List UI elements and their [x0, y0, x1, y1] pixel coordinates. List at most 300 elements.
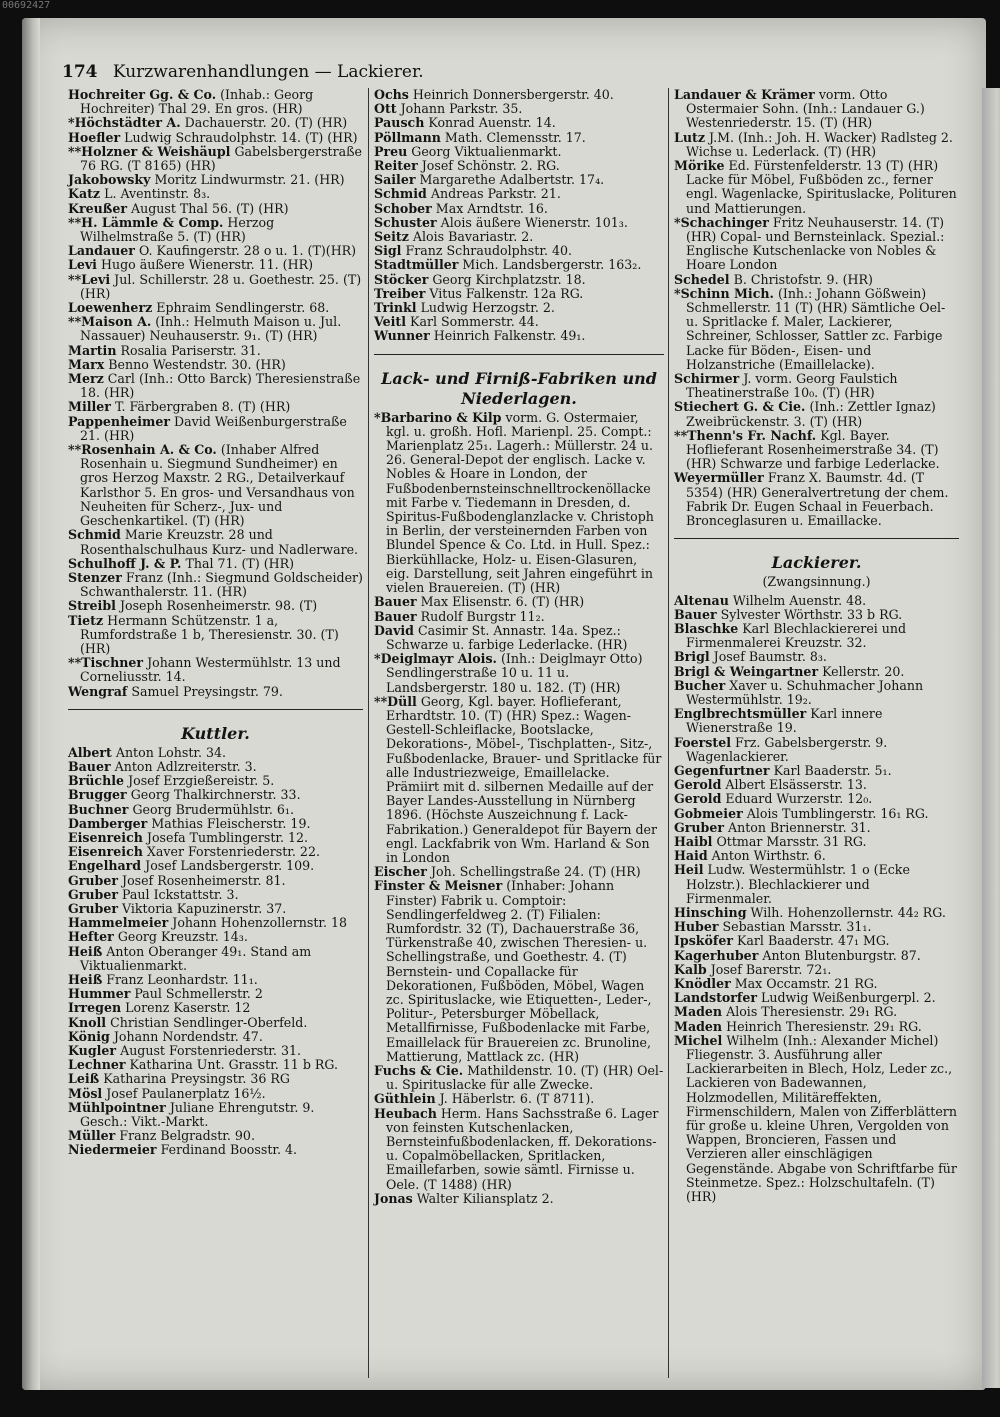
section-rule	[674, 538, 959, 539]
lack-fabriken-entries	[374, 411, 664, 1206]
entry-details: Franz (Inh.: Siegmund Goldscheider) Schwanthalerstr. 11. (HR)	[80, 569, 363, 600]
entry-details: Wilhelm Auenstr. 48.	[732, 592, 867, 608]
directory-entry	[68, 372, 363, 400]
entry-details: J. vorm. Georg Faulstich Theatinerstraße 10₀. (T) (HR)	[686, 371, 898, 401]
directory-entry	[374, 258, 664, 272]
directory-entry	[374, 624, 664, 652]
entry-details: Mich. Landsbergerstr. 163₂.	[462, 257, 642, 273]
entry-details: Georg, Kgl. bayer. Hoflieferant, Erhardtstr. 10. (T) (HR) Spez.: Wagen-Gestell-Schleiflacke, Bootslacke, Dekorations-, Möbel-, Tischplatten-, Sitz-, Fußbodenlacke, Brauer- und Spritlacke für alle Industriezweige, Emaillelacke. Prämiirt mit d. silbernen Medaille auf der Bayer Landes-Ausstellung in Nürnberg 1896. (Höchste Auszeichnung f. Lack-Fabrikation.) Generaldepot für Bayern der engl. Lackfabrik von Wm. Harland & Son in London	[386, 693, 662, 865]
directory-entry	[374, 88, 664, 102]
directory-entry	[68, 1058, 363, 1072]
entry-details: Jul. Schillerstr. 28 u. Goethestr. 25. (T) (HR)	[80, 271, 362, 301]
entry-name: *Deiglmayr Alois.	[374, 651, 497, 667]
entry-name: Brugger	[68, 787, 127, 803]
entry-details: Albert Elsässerstr. 13.	[725, 777, 867, 793]
directory-entry	[674, 906, 959, 920]
entry-details: Ludwig Schraudolphstr. 14. (T) (HR)	[124, 129, 358, 145]
entry-name: Landauer & Krämer	[674, 87, 815, 102]
directory-page	[22, 18, 986, 1390]
entry-name: Albert	[68, 744, 112, 760]
entry-details: (Inh.: Deiglmayr Otto) Sendlingerstraße 10 u. 11 u. Landsbergerstr. 180 u. 182. (T) (HR)	[386, 651, 643, 695]
entry-name: Kreußer	[68, 200, 127, 216]
directory-entry	[68, 774, 363, 788]
entry-name: Pausch	[374, 115, 425, 131]
directory-entry	[674, 1005, 959, 1019]
directory-entry	[68, 1072, 363, 1086]
entry-name: Hochreiter Gg. & Co.	[68, 87, 217, 102]
entry-details: Franz Belgradstr. 90.	[119, 1128, 255, 1144]
entry-details: Johann Nordendstr. 47.	[113, 1028, 263, 1044]
entry-name: Mörike	[674, 158, 725, 174]
directory-entry	[674, 471, 959, 528]
entry-details: Max Occamstr. 21 RG.	[734, 975, 878, 991]
entry-details: T. Färbergraben 8. (T) (HR)	[114, 399, 291, 415]
directory-entry	[674, 1034, 959, 1204]
entry-name: Marx	[68, 356, 105, 372]
entry-details: Franz X. Baumstr. 4d. (T 5354) (HR) Generalvertretung der chem. Fabrik Dr. Eugen Schaal in Feuerbach. Bronceglasuren u. Emaillacke.	[686, 470, 949, 529]
directory-entry	[374, 865, 664, 879]
entry-name: **Thenn's Fr. Nachf.	[674, 427, 817, 443]
column-divider-1	[368, 88, 369, 1378]
entry-name: Bauer	[674, 606, 717, 622]
entry-details: Anton Adlzreiterstr. 3.	[114, 758, 257, 774]
directory-entry	[68, 244, 363, 258]
directory-entry	[374, 216, 664, 230]
entry-name: Gerold	[674, 777, 722, 793]
directory-entry	[68, 817, 363, 831]
entry-name: Damberger	[68, 815, 148, 831]
entry-details: Xaver u. Schuhmacher Johann Westermühlstr. 19₂.	[686, 677, 924, 707]
entry-details: Rudolf Burgstr 11₂.	[420, 608, 545, 624]
entry-details: Joseph Rosenheimerstr. 98. (T)	[119, 598, 318, 614]
entry-details: Mathildenstr. 10. (T) (HR) Oel- u. Spirituslacke für alle Zwecke.	[386, 1063, 664, 1093]
entry-name: Finster & Meisner	[374, 878, 503, 894]
entry-name: Stöcker	[374, 271, 429, 287]
column-1	[68, 88, 363, 1158]
directory-entry	[68, 987, 363, 1001]
entry-details: Fritz Neuhauserstr. 14. (T) (HR) Copal- und Bernsteinlack. Spezial.: Englische Kutschenlacke von Nobles & Hoare London	[686, 214, 945, 273]
entry-name: Hammelmeier	[68, 915, 169, 931]
entry-details: David Weißenburgerstraße 21. (HR)	[80, 413, 347, 443]
directory-entry	[68, 187, 363, 201]
entry-name: Irregen	[68, 1000, 122, 1016]
entry-name: Ipsköfer	[674, 933, 733, 949]
entry-details: Lorenz Kaserstr. 12	[125, 1000, 251, 1016]
directory-entry	[68, 443, 363, 528]
kurzwaren-entries-end	[374, 88, 664, 344]
entry-details: Georg Viktualienmarkt.	[411, 143, 562, 159]
entry-details: Ludwig Weißenburgerpl. 2.	[761, 990, 936, 1006]
directory-entry	[674, 835, 959, 849]
entry-name: Sailer	[374, 172, 416, 188]
directory-entry	[68, 599, 363, 613]
entry-details: August Forstenriederstr. 31.	[120, 1043, 301, 1058]
directory-entry	[674, 650, 959, 664]
entry-name: Stenzer	[68, 569, 122, 585]
entry-details: Josef Landsbergerstr. 109.	[145, 858, 315, 874]
directory-entry	[674, 963, 959, 977]
entry-name: Müller	[68, 1128, 116, 1144]
entry-name: Eisenreich	[68, 829, 143, 845]
entry-details: Wilhelm (Inh.: Alexander Michel) Fliegenstr. 3. Ausführung aller Lackierarbeiten in Blech, Holz, Leder zc., Lackieren von Badewannen, Holzmodellen, Militäreffekten, Firmenschildern, Malen von Zifferblättern für große u. kleine Uhren, Vergolden von Wappen, Broncieren, Fassen und Verzieren aller einschlägigen Gegenstände. Abgabe von Schriftfarbe für Steinmetze. Spez.: Holzschultafeln. (T) (HR)	[686, 1032, 957, 1205]
entry-details: Alois Bavariastr. 2.	[412, 229, 534, 245]
entry-name: Tietz	[68, 612, 104, 628]
directory-entry	[68, 258, 363, 272]
directory-entry	[68, 760, 363, 774]
entry-name: Eisenreich	[68, 844, 143, 860]
entry-details: Katharina Unt. Grasstr. 11 b RG.	[129, 1057, 338, 1073]
directory-entry	[674, 1020, 959, 1034]
directory-entry	[68, 415, 363, 443]
entry-details: Katharina Preysingstr. 36 RG	[103, 1071, 290, 1087]
directory-entry	[674, 372, 959, 400]
directory-entry	[68, 1001, 363, 1015]
directory-entry	[374, 244, 664, 258]
entry-details: Karl Baaderstr. 47₁ MG.	[737, 933, 890, 949]
entry-details: O. Kaufingerstr. 28 o u. 1. (T)(HR)	[138, 243, 357, 259]
entry-details: (Inhaber Alfred Rosenhain u. Siegmund Sundheimer) en gros Herzog Maxstr. 2 RG., Detailverkauf Karlsthor 5. En gros- und Versandhaus von Neuheiten für Scherz-, Jux- und Geschenkartikel. (T) (HR)	[80, 442, 355, 529]
directory-entry	[374, 131, 664, 145]
directory-entry	[68, 1044, 363, 1058]
entry-details: J.M. (Inh.: Joh. H. Wacker) Radlsteg 2. Wichse u. Lederlack. (T) (HR)	[686, 129, 953, 159]
entry-details: Mathias Fleischerstr. 19.	[151, 815, 311, 831]
entry-name: Haid	[674, 848, 708, 864]
directory-entry	[68, 301, 363, 315]
entry-details: Josef Barerstr. 72₁.	[710, 961, 832, 977]
entry-name: Gruber	[68, 872, 118, 888]
directory-entry	[68, 1101, 363, 1129]
entry-name: Gegenfurtner	[674, 762, 770, 778]
directory-entry	[674, 665, 959, 679]
directory-entry	[674, 991, 959, 1005]
entry-details: Ephraim Sendlingerstr. 68.	[156, 300, 330, 316]
entry-details: Wilh. Hohenzollernstr. 44₂ RG.	[750, 904, 946, 920]
entry-name: Hefter	[68, 929, 114, 945]
entry-name: **Levi	[68, 271, 111, 287]
entry-details: Math. Clemensstr. 17.	[444, 129, 586, 145]
directory-entry	[68, 88, 363, 116]
entry-details: Dachauerstr. 20. (T) (HR)	[184, 115, 348, 131]
entry-name: Hinsching	[674, 904, 747, 920]
directory-entry	[68, 273, 363, 301]
directory-entry	[674, 934, 959, 948]
directory-entry	[674, 287, 959, 372]
directory-entry	[68, 685, 363, 699]
entry-name: Brüchle	[68, 773, 125, 789]
entry-name: *Höchstädter A.	[68, 115, 181, 131]
entry-name: Gruber	[68, 886, 118, 902]
entry-details: Eduard Wurzerstr. 12₀.	[725, 791, 873, 807]
entry-name: Miller	[68, 399, 111, 415]
entry-name: Schedel	[674, 271, 730, 287]
entry-details: Paul Ickstattstr. 3.	[122, 886, 239, 902]
entry-name: Reiter	[374, 158, 418, 174]
entry-name: Schmid	[374, 186, 427, 202]
entry-details: Josef Rosenheimerstr. 81.	[122, 872, 286, 888]
directory-entry	[674, 863, 959, 906]
directory-entry	[674, 273, 959, 287]
directory-entry	[68, 344, 363, 358]
entry-details: Kellerstr. 20.	[822, 663, 905, 679]
entry-details: B. Christofstr. 9. (HR)	[733, 271, 873, 287]
directory-entry	[374, 287, 664, 301]
entry-details: Heinrich Donnersbergerstr. 40.	[412, 87, 614, 102]
directory-entry	[674, 88, 959, 131]
entry-name: Pappenheimer	[68, 413, 170, 429]
entry-name: Levi	[68, 257, 97, 273]
entry-details: Margarethe Adalbertstr. 17₄.	[419, 172, 605, 188]
entry-details: (Inhab.: Georg Hochreiter) Thal 29. En gros. (HR)	[80, 87, 314, 117]
entry-details: vorm. Otto Ostermaier Sohn. (Inh.: Landauer G.) Westenriederstr. 15. (T) (HR)	[686, 87, 925, 131]
directory-entry	[674, 792, 959, 806]
entry-name: Lutz	[674, 129, 705, 145]
entry-name: Stadtmüller	[374, 257, 459, 273]
binding-edge	[22, 18, 40, 1390]
entry-name: Heubach	[374, 1105, 437, 1121]
entry-details: Ludw. Westermühlstr. 1 o (Ecke Holzstr.). Blechlackierer und Firmenmaler.	[686, 862, 910, 906]
entry-details: Georg Brudermühlstr. 6₁.	[132, 801, 294, 817]
directory-entry	[674, 707, 959, 735]
entry-details: Josefa Tumblingerstr. 12.	[146, 829, 309, 845]
directory-entry	[68, 358, 363, 372]
column-divider-2	[668, 88, 669, 1378]
entry-name: Weyermüller	[674, 470, 764, 486]
entry-details: Heinrich Falkenstr. 49₁.	[433, 328, 586, 344]
directory-entry	[374, 652, 664, 695]
entry-details: Walter Kiliansplatz 2.	[416, 1190, 554, 1206]
directory-entry	[674, 159, 959, 216]
directory-entry	[68, 1016, 363, 1030]
section-rule	[68, 709, 363, 710]
kuttler-entries	[68, 746, 363, 1158]
directory-entry	[674, 679, 959, 707]
entry-details: J. Häberlstr. 6. (T 8711).	[439, 1091, 595, 1107]
directory-entry	[68, 1129, 363, 1143]
directory-entry	[374, 411, 664, 596]
entry-name: Heiß	[68, 971, 103, 987]
entry-details: Alois äußere Wienerstr. 101₃.	[440, 214, 628, 230]
entry-details: Hugo äußere Wienerstr. 11. (HR)	[101, 257, 313, 273]
entry-details: Johann Westermühlstr. 13 und Corneliusstr. 14.	[80, 655, 341, 685]
section-title-kuttler: Kuttler.	[181, 723, 250, 743]
entry-name: **Holzner & Weishäupl	[68, 143, 231, 159]
entry-name: Gruber	[674, 819, 724, 835]
entry-name: Blaschke	[674, 620, 739, 636]
entry-name: Mühlpointner	[68, 1099, 166, 1115]
entry-name: Maden	[674, 1004, 723, 1020]
directory-entry	[68, 1143, 363, 1157]
entry-details: Anton Lohstr. 34.	[115, 744, 227, 760]
entry-name: Schuster	[374, 214, 437, 230]
directory-entry	[674, 778, 959, 792]
entry-name: Altenau	[674, 592, 729, 608]
entry-name: Jonas	[374, 1190, 413, 1206]
entry-details: Herzog Wilhelmstraße 5. (T) (HR)	[80, 214, 275, 245]
entry-name: Preu	[374, 143, 408, 159]
directory-entry	[68, 1030, 363, 1044]
entry-details: Samuel Preysingstr. 79.	[131, 683, 283, 699]
entry-name: Foerstel	[674, 734, 732, 750]
directory-entry	[68, 746, 363, 760]
column-2	[374, 88, 664, 1206]
entry-details: Andreas Parkstr. 21.	[430, 186, 561, 202]
entry-details: Heinrich Theresienstr. 29₁ RG.	[726, 1018, 922, 1034]
directory-entry	[374, 1064, 664, 1092]
entry-name: *Schachinger	[674, 214, 769, 230]
directory-entry	[68, 656, 363, 684]
directory-entry	[674, 608, 959, 622]
directory-entry	[674, 920, 959, 934]
entry-details: Max Elisenstr. 6. (T) (HR)	[420, 594, 585, 610]
entry-name: David	[374, 622, 414, 638]
entry-name: Lechner	[68, 1057, 126, 1073]
entry-name: Bauer	[374, 608, 417, 624]
entry-details: Anton Blutenburgstr. 87.	[762, 947, 921, 963]
directory-entry	[374, 1092, 664, 1106]
entry-name: Niedermeier	[68, 1142, 157, 1158]
entry-details: Georg Kreuzstr. 14₃.	[117, 929, 248, 945]
directory-entry	[68, 874, 363, 888]
next-page-edge	[982, 88, 1000, 1388]
entry-details: L. Aventinstr. 8₃.	[104, 186, 211, 202]
entry-name: Brigl & Weingartner	[674, 663, 819, 679]
entry-details: Karl Sommerstr. 44.	[410, 314, 539, 330]
directory-entry	[68, 614, 363, 657]
entry-name: Ott	[374, 101, 397, 117]
directory-entry	[374, 315, 664, 329]
entry-name: Wunner	[374, 328, 430, 344]
entry-name: Merz	[68, 371, 104, 387]
entry-name: Hoefler	[68, 129, 121, 145]
entry-details: Hermann Schützenstr. 1 a, Rumfordstraße 1 b, Theresienstr. 30. (T) (HR)	[80, 612, 339, 656]
entry-details: Sebastian Marsstr. 31₁.	[722, 919, 872, 935]
kurzwaren-entries-cont	[68, 88, 363, 699]
directory-entry	[374, 116, 664, 130]
entry-details: Alois Theresienstr. 29₁ RG.	[726, 1004, 898, 1020]
directory-entry	[674, 821, 959, 835]
entry-name: Gobmeier	[674, 805, 743, 821]
entry-details: Karl Baaderstr. 5₁.	[773, 762, 892, 778]
entry-name: Landstorfer	[674, 990, 757, 1006]
directory-entry	[68, 973, 363, 987]
entry-details: Benno Westendstr. 30. (HR)	[108, 356, 286, 372]
entry-details: Georg Kirchplatzstr. 18.	[432, 271, 586, 287]
entry-details: Franz Schraudolphstr. 40.	[405, 243, 572, 259]
entry-details: Carl (Inh.: Otto Barck) Theresienstraße 18. (HR)	[80, 371, 361, 401]
entry-name: Bauer	[68, 758, 111, 774]
entry-details: Anton Briennerstr. 31.	[728, 819, 871, 835]
entry-details: Christian Sendlinger-Oberfeld.	[110, 1014, 308, 1030]
entry-details: Thal 71. (T) (HR)	[185, 555, 295, 571]
directory-entry	[68, 845, 363, 859]
entry-name: Seitz	[374, 229, 409, 245]
entry-name: König	[68, 1028, 110, 1044]
entry-name: Maden	[674, 1018, 723, 1034]
entry-name: Landauer	[68, 243, 135, 259]
directory-entry	[674, 400, 959, 428]
page-number: 174	[62, 62, 98, 82]
entry-details: Herm. Hans Sachsstraße 6. Lager von feinsten Kutschenlacken, Bernsteinfußbodenlacken, ff. Dekorations- u. Copalmöbellacken, Spritlacken, Emaillefarben, sowie sämtl. Firnisse u. Oele. (T 1488) (HR)	[386, 1105, 659, 1192]
entry-name: Wengraf	[68, 683, 128, 699]
directory-entry	[674, 764, 959, 778]
entry-details: Xaver Forstenriederstr. 22.	[146, 844, 320, 860]
directory-entry	[374, 329, 664, 343]
entry-name: Leiß	[68, 1071, 100, 1087]
entry-details: (Inh.: Johann Gößwein) Schmellerstr. 11 (T) (HR) Sämtliche Oel- u. Spritlacke f. Maler, Lackierer, Schreiner, Schlosser, Sattler zc. Farbige Lacke für Böden-, Eisen- und Holzanstriche (Emaillelacke).	[686, 285, 946, 372]
entry-name: Schober	[374, 200, 432, 216]
directory-entry	[68, 400, 363, 414]
entry-details: Georg Thalkirchnerstr. 33.	[130, 787, 301, 803]
directory-entry	[374, 879, 664, 1064]
entry-name: **Rosenhain A. & Co.	[68, 442, 217, 458]
entry-details: Sylvester Wörthstr. 33 b RG.	[720, 606, 903, 622]
directory-entry	[68, 916, 363, 930]
entry-details: Johann Parkstr. 35.	[400, 101, 523, 117]
entry-name: Heil	[674, 862, 704, 878]
directory-entry	[68, 902, 363, 916]
entry-details: Frz. Gabelsbergerstr. 9. Wagenlackierer.	[686, 734, 888, 764]
entry-details: Viktoria Kapuzinerstr. 37.	[122, 900, 287, 916]
entry-details: Anton Oberanger 49₁. Stand am Viktualienmarkt.	[80, 943, 312, 973]
section-subtitle-lackierer: (Zwangsinnung.)	[762, 574, 871, 590]
directory-entry	[674, 807, 959, 821]
directory-entry	[68, 831, 363, 845]
directory-entry	[68, 1087, 363, 1101]
directory-entry	[374, 301, 664, 315]
entry-details: Joh. Schellingstraße 24. (T) (HR)	[430, 864, 641, 880]
scan-id-label: 00692427	[2, 0, 51, 11]
directory-entry	[374, 230, 664, 244]
entry-details: Vitus Falkenstr. 12a RG.	[429, 285, 584, 301]
entry-name: Bucher	[674, 677, 726, 693]
entry-details: Anton Wirthstr. 6.	[711, 848, 826, 864]
entry-details: Alois Tumblingerstr. 16₁ RG.	[746, 805, 929, 821]
entry-name: Bauer	[374, 594, 417, 610]
entry-name: Buchner	[68, 801, 129, 817]
entry-name: Fuchs & Cie.	[374, 1063, 464, 1078]
directory-entry	[374, 187, 664, 201]
entry-name: Trinkl	[374, 300, 417, 316]
entry-name: Michel	[674, 1032, 723, 1048]
entry-details: Gabelsbergerstraße 76 RG. (T 8165) (HR)	[80, 143, 362, 174]
entry-details: Josef Schönstr. 2. RG.	[421, 158, 560, 174]
entry-name: **Tischner	[68, 655, 144, 671]
entry-name: Huber	[674, 919, 719, 935]
entry-details: August Thal 56. (T) (HR)	[130, 200, 289, 216]
entry-details: Karl innere Wienerstraße 19.	[686, 706, 883, 736]
directory-entry	[674, 949, 959, 963]
entry-name: Veitl	[374, 314, 407, 330]
entry-name: Ochs	[374, 87, 409, 102]
directory-entry	[68, 315, 363, 343]
directory-entry	[68, 202, 363, 216]
entry-details: Marie Kreuzstr. 28 und Rosenthalschulhaus Kurz- und Nadlerware.	[80, 527, 359, 557]
running-title: Kurzwarenhandlungen — Lackierer.	[112, 62, 424, 82]
directory-entry	[674, 429, 959, 472]
directory-entry	[374, 102, 664, 116]
entry-name: Martin	[68, 342, 117, 358]
entry-name: **Düll	[374, 693, 417, 709]
directory-entry	[374, 1192, 664, 1206]
directory-entry	[68, 173, 363, 187]
entry-name: Katz	[68, 186, 101, 202]
entry-details: Johann Hohenzollernstr. 18	[172, 915, 348, 931]
directory-entry	[674, 736, 959, 764]
entry-name: Gerold	[674, 791, 722, 807]
entry-name: Kagerhuber	[674, 947, 759, 963]
entry-details: Josef Baumstr. 8₃.	[713, 649, 827, 665]
directory-entry	[374, 273, 664, 287]
